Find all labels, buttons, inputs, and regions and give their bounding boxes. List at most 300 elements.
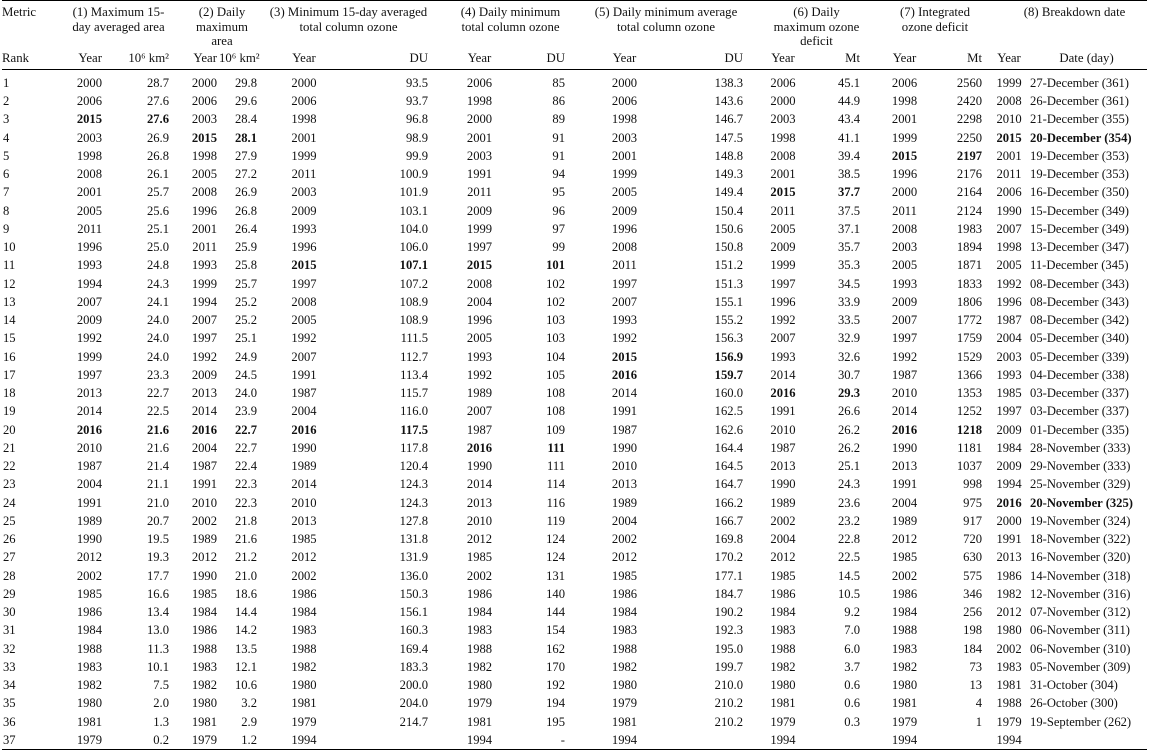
- cell-rank: 16: [3, 349, 16, 364]
- cell-value-2: 25.2: [234, 294, 257, 309]
- cell-value-3: 106.0: [399, 240, 428, 255]
- cell-year-8: 2012: [996, 605, 1022, 620]
- cell-value-2: 22.7: [234, 440, 257, 455]
- cell-date-8: 06-November (310): [1030, 641, 1131, 656]
- cell-rank: 24: [3, 495, 16, 510]
- ozone-hole-ranking-table: [2, 0, 1147, 750]
- cell-value-7: 1218: [956, 422, 983, 437]
- cell-value-1: 16.6: [146, 586, 169, 601]
- cell-year-4: 1998: [466, 94, 493, 109]
- cell-year-4: 2015: [466, 258, 493, 273]
- cell-year-8: 2006: [996, 185, 1022, 200]
- cell-year-1: 2003: [76, 130, 102, 145]
- cell-value-3: 112.7: [400, 349, 428, 364]
- group-title-6: (6) Daily maximum ozone deficit: [773, 5, 860, 49]
- cell-value-4: 124: [546, 532, 565, 547]
- cell-value-1: 25.7: [146, 185, 169, 200]
- cell-rank: 31: [3, 623, 16, 638]
- cell-year-6: 1990: [770, 477, 796, 492]
- unit-label-4: DU: [546, 51, 565, 66]
- cell-value-4: 111: [547, 459, 565, 474]
- cell-value-6: 3.7: [844, 659, 861, 674]
- cell-value-5: 150.8: [714, 240, 743, 255]
- cell-value-1: 0.2: [106, 731, 175, 750]
- cell-year-6: 2003: [770, 112, 796, 127]
- cell-date-8: 12-November (316): [1030, 586, 1131, 601]
- cell-value-2: 22.3: [234, 495, 257, 510]
- cell-date-8: [1026, 731, 1147, 750]
- cell-year-1: 1982: [76, 678, 102, 693]
- table-row: [2, 585, 1147, 603]
- cell-rank: 13: [3, 294, 16, 309]
- cell-year-1: 1984: [76, 623, 102, 638]
- cell-value-3: 204.0: [399, 696, 428, 711]
- cell-year-6: 1991: [770, 404, 796, 419]
- cell-year-5: 1982: [611, 659, 638, 674]
- cell-value-4: 91: [552, 148, 565, 163]
- cell-value-5: 143.6: [714, 94, 743, 109]
- cell-value-1: 25.0: [146, 240, 169, 255]
- cell-year-1: 1989: [76, 513, 102, 528]
- cell-year-4: 2006: [466, 75, 493, 90]
- cell-year-3: 1983: [291, 623, 317, 638]
- cell-value-1: 24.1: [146, 294, 169, 309]
- cell-value-7: 2560: [956, 75, 983, 90]
- cell-rank: 7: [3, 185, 10, 200]
- cell-value-5: 177.1: [714, 568, 743, 583]
- cell-value-3: 131.9: [399, 550, 428, 565]
- cell-value-1: 10.1: [146, 659, 169, 674]
- cell-year-6: 2004: [770, 532, 796, 547]
- cell-year-4: 2005: [466, 331, 493, 346]
- cell-year-4: 1994: [438, 731, 521, 750]
- cell-value-7: 198: [963, 623, 983, 638]
- cell-value-3: 101.9: [399, 185, 428, 200]
- cell-rank: 5: [3, 148, 10, 163]
- cell-year-1: 2016: [76, 422, 102, 437]
- cell-year-6: 1993: [770, 349, 796, 364]
- cell-value-1: 28.7: [146, 75, 169, 90]
- cell-value-4: 194: [546, 696, 565, 711]
- cell-year-3: 2001: [291, 130, 317, 145]
- cell-value-7: 630: [963, 550, 983, 565]
- cell-value-6: [813, 731, 874, 750]
- cell-value-3: 200.0: [399, 678, 428, 693]
- cell-year-1: 2004: [76, 477, 102, 492]
- cell-value-6: 10.5: [837, 586, 861, 601]
- cell-value-1: 19.5: [146, 532, 169, 547]
- cell-year-7: 1983: [891, 641, 918, 656]
- cell-year-4: 1983: [466, 623, 493, 638]
- cell-value-5: 210.2: [714, 696, 743, 711]
- cell-year-5: 1998: [611, 112, 638, 127]
- cell-value-1: 21.6: [146, 440, 169, 455]
- cell-year-8: 2001: [996, 148, 1022, 163]
- cell-year-5: 1987: [611, 422, 638, 437]
- cell-date-8: 16-November (320): [1030, 550, 1131, 565]
- cell-year-8: 1981: [996, 678, 1022, 693]
- group-title-3: (3) Minimum 15-day averaged total column ozone: [269, 5, 428, 34]
- cell-year-4: 1990: [466, 459, 493, 474]
- cell-date-8: 03-December (337): [1030, 386, 1129, 401]
- cell-value-2: 25.1: [234, 331, 257, 346]
- cell-year-2: 2015: [191, 130, 217, 145]
- cell-year-1: 2013: [76, 386, 102, 401]
- cell-year-1: 2006: [76, 94, 102, 109]
- cell-value-2: 27.2: [234, 167, 257, 182]
- cell-value-4: 105: [546, 367, 565, 382]
- cell-value-2: 12.1: [234, 659, 257, 674]
- cell-date-8: 13-December (347): [1030, 240, 1129, 255]
- cell-value-7: 2164: [956, 185, 983, 200]
- cell-year-7: 2000: [891, 185, 918, 200]
- cell-year-3: 2010: [291, 495, 317, 510]
- cell-value-4: 101: [546, 258, 565, 273]
- cell-year-1: 2015: [76, 112, 102, 127]
- cell-value-5: 164.5: [714, 459, 743, 474]
- cell-year-6: 2009: [770, 240, 796, 255]
- cell-rank: 8: [3, 203, 10, 218]
- cell-year-4: 1991: [466, 167, 493, 182]
- cell-value-1: 24.0: [146, 313, 169, 328]
- group-title-8: (8) Breakdown date: [1023, 5, 1126, 19]
- cell-year-8: 2004: [996, 331, 1022, 346]
- cell-date-8: 31-October (304): [1030, 678, 1118, 693]
- cell-value-5: 192.3: [714, 623, 743, 638]
- cell-year-5: 2014: [611, 386, 638, 401]
- cell-value-6: 0.3: [844, 714, 861, 729]
- cell-value-3: 120.4: [399, 459, 428, 474]
- cell-value-5: 149.3: [714, 167, 743, 182]
- table-row: [2, 694, 1147, 712]
- cell-year-8: 2007: [996, 221, 1022, 236]
- cell-value-1: 23.3: [146, 367, 169, 382]
- cell-year-6: 2007: [770, 331, 796, 346]
- table-row: [2, 183, 1147, 201]
- table-row: [2, 69, 1147, 92]
- cell-year-3: 2004: [291, 404, 317, 419]
- cell-year-4: 1989: [466, 386, 493, 401]
- cell-value-3: 124.3: [399, 477, 428, 492]
- cell-date-8: 19-December (353): [1030, 148, 1129, 163]
- cell-year-5: 2011: [612, 258, 637, 273]
- year-label-3: Year: [292, 51, 316, 66]
- cell-year-5: 1983: [611, 623, 638, 638]
- cell-date-8: 08-December (343): [1030, 294, 1129, 309]
- cell-year-2: 1986: [191, 623, 217, 638]
- cell-value-5: 160.0: [714, 386, 743, 401]
- table-row: [2, 548, 1147, 566]
- table-row: [2, 202, 1147, 220]
- cell-rank: 34: [3, 678, 16, 693]
- cell-year-1: 2005: [76, 203, 102, 218]
- cell-value-4: 103: [546, 331, 565, 346]
- cell-year-4: 1979: [466, 696, 493, 711]
- cell-year-6: 1998: [770, 130, 796, 145]
- cell-value-5: 166.7: [714, 513, 743, 528]
- cell-value-2: 26.4: [234, 221, 257, 236]
- cell-year-1: 1981: [76, 714, 102, 729]
- cell-year-6: 1982: [770, 659, 796, 674]
- cell-year-5: 1984: [611, 605, 638, 620]
- group-title-1: (1) Maximum 15-day averaged area: [72, 5, 165, 34]
- cell-value-6: 9.2: [844, 605, 861, 620]
- cell-year-2: 1984: [191, 605, 217, 620]
- cell-date-8: 06-November (311): [1030, 623, 1130, 638]
- cell-year-4: 2011: [467, 185, 492, 200]
- cell-year-3: 1999: [291, 148, 317, 163]
- cell-value-5: 164.7: [714, 477, 743, 492]
- cell-value-4: 111: [547, 440, 565, 455]
- cell-value-3: 100.9: [399, 167, 428, 182]
- cell-date-8: 15-December (349): [1030, 203, 1129, 218]
- cell-value-2: 26.8: [234, 203, 257, 218]
- cell-value-2: 29.6: [234, 94, 257, 109]
- cell-year-7: 1996: [891, 167, 918, 182]
- cell-value-4: 91: [552, 130, 565, 145]
- cell-date-8: 04-December (338): [1030, 367, 1129, 382]
- cell-value-1: 13.4: [146, 605, 169, 620]
- cell-date-8: 19-September (262): [1030, 714, 1132, 729]
- cell-date-8: 20-November (325): [1030, 495, 1133, 510]
- cell-year-5: 1992: [611, 331, 638, 346]
- cell-year-8: 1998: [996, 240, 1022, 255]
- cell-year-7: 2012: [891, 532, 918, 547]
- table-row: [2, 238, 1147, 256]
- cell-value-7: 256: [963, 605, 983, 620]
- cell-year-7: 2007: [891, 313, 918, 328]
- cell-year-3: 1982: [291, 659, 317, 674]
- cell-year-8: 2005: [996, 258, 1022, 273]
- cell-year-5: 1979: [611, 696, 638, 711]
- cell-year-7: 1985: [891, 550, 918, 565]
- cell-value-2: 25.8: [234, 258, 257, 273]
- unit-label-5: DU: [724, 51, 743, 66]
- cell-year-3: 2011: [291, 167, 317, 182]
- cell-value-5: 155.2: [714, 313, 743, 328]
- table-row: [2, 512, 1147, 530]
- cell-year-3: 2013: [291, 513, 317, 528]
- cell-year-7: 1994: [874, 731, 935, 750]
- cell-value-7: 975: [963, 495, 983, 510]
- cell-rank: 12: [3, 276, 16, 291]
- cell-value-5: 164.4: [714, 440, 743, 455]
- cell-value-2: 21.2: [234, 550, 257, 565]
- cell-value-3: 131.8: [399, 532, 428, 547]
- cell-value-3: 99.9: [405, 148, 428, 163]
- cell-year-8: 1983: [996, 659, 1022, 674]
- cell-value-2: 22.7: [234, 422, 257, 437]
- cell-year-5: 2008: [611, 240, 638, 255]
- cell-value-7: 1871: [956, 258, 983, 273]
- cell-value-6: 35.7: [837, 240, 861, 255]
- cell-year-1: 1998: [76, 148, 102, 163]
- cell-date-8: 08-December (342): [1030, 313, 1129, 328]
- cell-value-3: 169.4: [399, 641, 428, 656]
- cell-value-5: 210.0: [714, 678, 743, 693]
- cell-value-3: 156.1: [399, 605, 428, 620]
- cell-value-3: 160.3: [399, 623, 428, 638]
- cell-value-4: 102: [546, 276, 565, 291]
- cell-value-7: 184: [963, 641, 983, 656]
- cell-year-8: 2008: [996, 94, 1022, 109]
- cell-year-8: 2000: [996, 513, 1022, 528]
- cell-year-1: 1979: [52, 731, 106, 750]
- cell-date-8: 15-December (349): [1030, 221, 1129, 236]
- cell-value-2: 24.9: [234, 349, 257, 364]
- cell-value-1: 19.3: [146, 550, 169, 565]
- cell-value-5: 190.2: [714, 605, 743, 620]
- cell-value-6: 35.3: [837, 258, 861, 273]
- cell-year-4: 2010: [466, 513, 493, 528]
- cell-value-1: 13.0: [146, 623, 169, 638]
- cell-date-8: 21-December (355): [1030, 112, 1129, 127]
- cell-value-1: 25.6: [146, 203, 169, 218]
- cell-value-7: 13: [969, 678, 983, 693]
- cell-year-2: 1985: [191, 586, 217, 601]
- cell-year-8: 1996: [996, 294, 1022, 309]
- cell-rank: 27: [3, 550, 16, 565]
- cell-year-5: 1997: [611, 276, 638, 291]
- cell-value-5: 159.7: [714, 367, 743, 382]
- cell-value-3: 93.7: [405, 94, 428, 109]
- cell-value-3: 107.1: [399, 258, 428, 273]
- table-row: [2, 640, 1147, 658]
- cell-year-7: 1988: [891, 623, 918, 638]
- cell-value-1: 1.3: [153, 714, 169, 729]
- cell-year-2: 2016: [191, 422, 217, 437]
- cell-value-2: 22.4: [234, 459, 257, 474]
- header-row-units: [2, 49, 1147, 70]
- cell-value-7: 917: [963, 513, 983, 528]
- cell-year-1: 1994: [76, 276, 102, 291]
- cell-value-1: 26.9: [146, 130, 169, 145]
- cell-value-4: 86: [552, 94, 565, 109]
- year-label-4: Year: [467, 51, 492, 66]
- cell-year-4: 2013: [466, 495, 493, 510]
- group-title-4: (4) Daily minimum total column ozone: [460, 5, 561, 34]
- cell-value-2: 21.6: [234, 532, 257, 547]
- cell-value-2: 25.7: [234, 276, 257, 291]
- cell-value-5: [674, 731, 753, 750]
- cell-year-5: 1994: [575, 731, 674, 750]
- cell-year-6: 1989: [770, 495, 796, 510]
- cell-value-3: 136.0: [399, 568, 428, 583]
- table-row: [2, 348, 1147, 366]
- cell-year-5: 2004: [611, 513, 638, 528]
- cell-value-3: 124.3: [399, 495, 428, 510]
- cell-year-2: 1980: [191, 696, 217, 711]
- cell-year-3: 1996: [291, 240, 317, 255]
- cell-rank: 26: [3, 532, 16, 547]
- table-body: [2, 69, 1147, 749]
- table-row: [2, 293, 1147, 311]
- cell-year-6: 2001: [770, 167, 796, 182]
- cell-year-7: 2009: [891, 294, 918, 309]
- cell-year-7: 1986: [891, 586, 918, 601]
- cell-value-2: 25.9: [234, 240, 257, 255]
- cell-value-7: 1353: [956, 386, 983, 401]
- cell-year-3: 2003: [291, 185, 317, 200]
- cell-year-4: 2009: [466, 203, 493, 218]
- cell-value-3: 150.3: [399, 586, 428, 601]
- year-label-7: Year: [892, 51, 917, 66]
- unit-label-7: Mt: [967, 51, 983, 66]
- cell-year-7: 2004: [891, 495, 918, 510]
- cell-value-4: 85: [552, 75, 565, 90]
- cell-value-6: 41.1: [837, 130, 861, 145]
- cell-value-6: 26.6: [837, 404, 861, 419]
- cell-value-3: 107.2: [399, 276, 428, 291]
- cell-year-6: 1980: [770, 678, 796, 693]
- table-row: [2, 366, 1147, 384]
- cell-value-3: 116.0: [400, 404, 428, 419]
- cell-year-2: 2009: [191, 367, 217, 382]
- group-title-7: (7) Integrated ozone deficit: [900, 5, 971, 34]
- cell-rank: 17: [3, 367, 16, 382]
- cell-year-3: 1984: [291, 605, 317, 620]
- cell-date-8: 19-November (324): [1030, 513, 1131, 528]
- cell-year-6: 2015: [770, 185, 796, 200]
- cell-year-3: 2005: [291, 313, 317, 328]
- cell-rank: 15: [3, 331, 16, 346]
- cell-value-6: 26.2: [837, 422, 861, 437]
- cell-value-6: 6.0: [844, 641, 861, 656]
- year-label-2: Year: [193, 51, 217, 66]
- unit-label-8: Date (day): [1059, 51, 1114, 66]
- rank-label: Rank: [2, 51, 30, 66]
- cell-rank: 30: [3, 605, 16, 620]
- cell-date-8: 19-December (353): [1030, 167, 1129, 182]
- table-row: [2, 567, 1147, 585]
- cell-value-1: 17.7: [146, 568, 169, 583]
- cell-value-4: 89: [552, 112, 565, 127]
- cell-rank: 14: [3, 313, 16, 328]
- cell-year-7: 1984: [891, 605, 918, 620]
- cell-year-4: 1999: [466, 221, 493, 236]
- cell-year-2: 2013: [191, 386, 217, 401]
- cell-value-4: 144: [546, 605, 565, 620]
- cell-year-5: 1980: [611, 678, 638, 693]
- cell-value-3: 108.9: [399, 313, 428, 328]
- cell-value-4: 170: [546, 659, 565, 674]
- cell-value-2: 14.4: [234, 605, 257, 620]
- cell-value-5: 148.8: [714, 148, 743, 163]
- cell-year-4: 2008: [466, 276, 493, 291]
- cell-year-5: 1999: [611, 167, 638, 182]
- cell-value-1: 25.1: [146, 221, 169, 236]
- cell-year-4: 2012: [466, 532, 493, 547]
- cell-value-7: 1894: [956, 240, 983, 255]
- cell-value-3: [349, 731, 438, 750]
- cell-year-1: 2014: [76, 404, 102, 419]
- cell-value-5: 162.6: [714, 422, 743, 437]
- cell-year-8: 1985: [996, 386, 1022, 401]
- cell-year-6: 2005: [770, 221, 796, 236]
- cell-year-4: 2004: [466, 294, 493, 309]
- cell-year-8: 1980: [996, 623, 1022, 638]
- cell-year-8: 1984: [996, 440, 1022, 455]
- cell-value-6: 0.6: [844, 696, 861, 711]
- cell-year-3: 1993: [291, 221, 317, 236]
- cell-value-1: 20.7: [146, 513, 169, 528]
- cell-value-2: 26.9: [234, 185, 257, 200]
- cell-value-7: 1759: [956, 331, 983, 346]
- cell-value-7: 2420: [956, 94, 983, 109]
- cell-value-2: 18.6: [234, 586, 257, 601]
- cell-year-7: 2002: [891, 568, 918, 583]
- cell-value-3: 103.1: [399, 203, 428, 218]
